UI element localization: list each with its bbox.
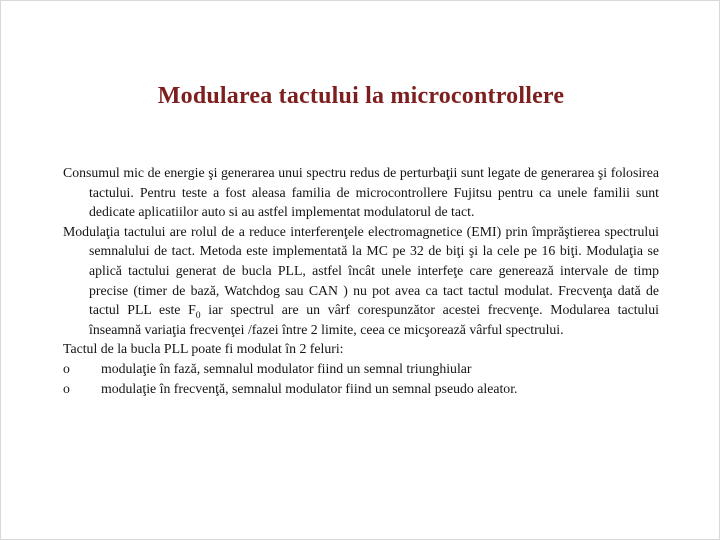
bullet-item bbox=[63, 359, 659, 379]
paragraph bbox=[63, 339, 659, 359]
text-segment: modulaţie în fază, semnalul modulator fiind un semnal triunghiular bbox=[101, 360, 472, 376]
text-segment: iar spectrul are un vârf corespunzător acestei frecvenţe. Modularea tactului înseamnă variaţia frecvenţei /fazei între 2 limite, ceea ce micşorează vârful spectrului. bbox=[89, 302, 659, 337]
slide-title: Modularea tactului la microcontrollere bbox=[157, 83, 565, 109]
text-segment: Tactul de la bucla PLL poate fi modulat în 2 feluri: bbox=[63, 341, 344, 357]
text-segment: Consumul mic de energie şi generarea unui spectru redus de perturbaţii sunt legate de generarea şi folosirea tactului. Pentru teste a fost aleasa familia de microcontrollere Fujitsu pentru ca unele familii sunt dedicate aplicatiilor auto si au astfel implementat modulatorul de tact. bbox=[63, 165, 659, 220]
paragraph bbox=[63, 222, 659, 340]
bullet-marker: o bbox=[63, 360, 70, 376]
bullet-item bbox=[63, 379, 659, 399]
subscript-text: 0 bbox=[195, 309, 201, 321]
text-segment: Modulaţia tactului are rolul de a reduce interferenţele electromagnetice (EMI) prin împrăştierea spectrului semnalului de tact. Metoda este implementată la MC pe 32 de biţi şi la cele pe 16 biţi. Modulaţia se aplică tactului generat de bucla PLL, astfel încât unele interfeţe care generează intervale de timp precise (timer de bază, Watchdog sau CAN ) nu pot avea ca tact tactul modulat. Frecvenţa dată de tactul PLL este F bbox=[63, 223, 659, 318]
slide-body bbox=[63, 163, 659, 398]
bullet-marker: o bbox=[63, 380, 70, 396]
paragraph bbox=[63, 163, 659, 222]
text-segment: modulaţie în frecvenţă, semnalul modulator fiind un semnal pseudo aleator. bbox=[101, 380, 518, 396]
bullet-text bbox=[101, 379, 659, 399]
bullet-text bbox=[101, 359, 659, 379]
